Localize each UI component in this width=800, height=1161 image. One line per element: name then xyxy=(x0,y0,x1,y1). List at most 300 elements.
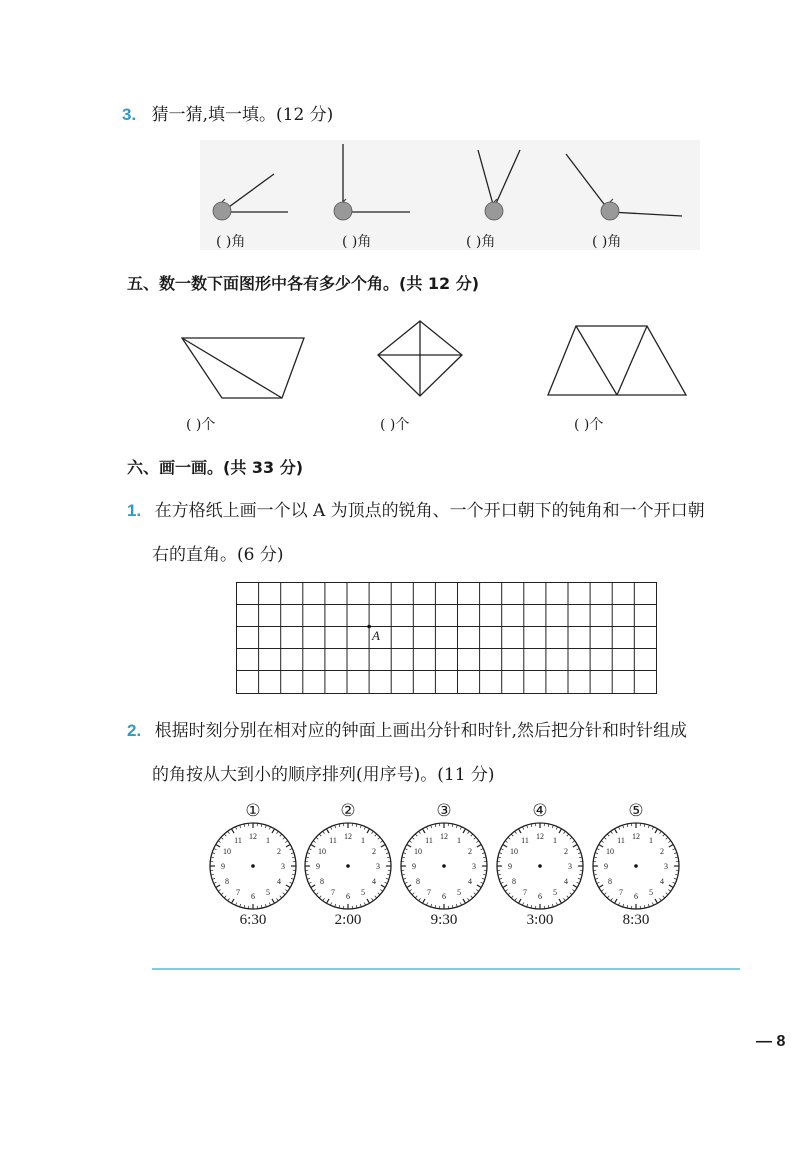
clock-tick xyxy=(594,874,597,875)
clock-tick xyxy=(386,853,389,854)
clock-tick xyxy=(471,896,473,898)
clock-tick xyxy=(552,904,553,907)
clock-tick xyxy=(515,831,517,833)
clock-dial-number: 6 xyxy=(442,892,446,901)
clock-tick xyxy=(463,829,466,833)
clock-dial-number: 10 xyxy=(510,847,519,856)
clock-tick xyxy=(477,845,481,848)
clock-center-dot xyxy=(442,864,446,868)
clock-5-time: 8:30 xyxy=(622,912,650,928)
clock-tick xyxy=(423,829,426,833)
clock-tick xyxy=(477,885,481,888)
clock-dial-number: 12 xyxy=(632,832,640,841)
clock-ring xyxy=(593,823,679,909)
clock-tick xyxy=(499,853,502,854)
clock-tick xyxy=(316,893,318,895)
clock-tick xyxy=(283,893,285,895)
clock-dial-number: 1 xyxy=(361,836,365,846)
clock-dial-number: 10 xyxy=(318,847,327,856)
clock-tick xyxy=(378,837,380,839)
clock-tick xyxy=(570,837,572,839)
clock-tick xyxy=(277,898,279,900)
clock-tick xyxy=(240,904,241,907)
clock-center-dot xyxy=(634,864,638,868)
clock-tick xyxy=(511,834,513,836)
clock-dial-number: 5 xyxy=(361,887,365,897)
clock-tick xyxy=(615,829,618,833)
clock-dial-number: 12 xyxy=(440,832,448,841)
clock-tick xyxy=(548,824,549,827)
clock-tick xyxy=(327,899,330,903)
clock-tick xyxy=(407,885,411,888)
clock-tick xyxy=(269,903,270,906)
clock-tick xyxy=(232,829,235,833)
clock-tick xyxy=(523,827,524,830)
section6-title: 六、画一画。(共 33 分) xyxy=(127,458,304,477)
clock-tick xyxy=(283,837,285,839)
clock-tick xyxy=(378,893,380,895)
clock-tick xyxy=(319,896,321,898)
clock-dial-number: 11 xyxy=(234,836,242,846)
clock-3-number: ③ xyxy=(436,801,452,821)
s6-q1-line1 xyxy=(127,496,705,521)
clock-dial-number: 4 xyxy=(371,877,376,886)
clock-dial-number: 2 xyxy=(276,847,281,856)
clock-tick xyxy=(531,824,532,827)
clock-tick xyxy=(619,903,620,906)
clock-tick xyxy=(364,827,365,830)
clock-tick xyxy=(595,853,598,854)
clock-tick xyxy=(423,899,426,903)
clock-tick xyxy=(499,878,502,879)
clock-tick xyxy=(655,829,658,833)
page-number: — 8 xyxy=(756,1033,786,1050)
clock-tick xyxy=(240,825,241,828)
clock-tick xyxy=(403,853,406,854)
clock-tick xyxy=(508,837,510,839)
clock-tick xyxy=(216,885,220,888)
clock-dial-number: 3 xyxy=(281,862,285,871)
clock-tick xyxy=(291,878,294,879)
clock-dial-number: 3 xyxy=(664,862,668,871)
clock-tick xyxy=(261,905,262,908)
clock-tick xyxy=(212,853,215,854)
clock-dial-number: 5 xyxy=(457,887,461,897)
clock-tick xyxy=(356,824,357,827)
clock-tick xyxy=(674,878,677,879)
clock-dial-number: 12 xyxy=(344,832,352,841)
clock-tick xyxy=(381,845,385,848)
clock-tick xyxy=(594,857,597,858)
clock-tick xyxy=(573,885,577,888)
clock-tick xyxy=(372,831,374,833)
clock-tick xyxy=(595,878,598,879)
clock-tick xyxy=(214,849,217,850)
clock-tick xyxy=(280,834,282,836)
q3-blank-3[interactable]: ( )角 xyxy=(466,234,496,250)
clock-tick xyxy=(556,827,557,830)
clock-tick xyxy=(597,849,600,850)
clock-tick xyxy=(548,905,549,908)
section5-blank-3[interactable]: ( )个 xyxy=(574,417,604,433)
clock-tick xyxy=(214,882,217,883)
clock-tick xyxy=(387,874,390,875)
clock-dial-number: 7 xyxy=(331,887,335,897)
clock-dial-number: 5 xyxy=(553,887,557,897)
clock-center-dot xyxy=(251,864,255,868)
q3-blank-4[interactable]: ( )角 xyxy=(592,234,622,250)
clock-dial-number: 6 xyxy=(346,892,350,901)
clock-tick xyxy=(468,831,470,833)
clock-tick xyxy=(272,829,275,833)
clock-tick xyxy=(669,845,673,848)
clock-tick xyxy=(272,899,275,903)
clock-dial-number: 3 xyxy=(568,862,572,871)
clock-tick xyxy=(364,903,365,906)
clock-tick xyxy=(244,905,245,908)
clock-tick xyxy=(385,849,388,850)
clock-face-5[interactable] xyxy=(588,818,684,914)
clock-dial-number: 4 xyxy=(563,877,568,886)
clock-tick xyxy=(644,824,645,827)
q3-blank-1[interactable]: ( )角 xyxy=(216,234,246,250)
clock-tick xyxy=(456,904,457,907)
clock-tick xyxy=(405,849,408,850)
clock-5-number: ⑤ xyxy=(628,801,644,821)
q3-number: 3. xyxy=(122,105,137,124)
clock-tick xyxy=(673,882,676,883)
clock-tick xyxy=(290,882,293,883)
clock-tick xyxy=(387,857,390,858)
clock-tick xyxy=(483,857,486,858)
clock-tick xyxy=(216,845,220,848)
clock-tick xyxy=(604,837,606,839)
clock-tick xyxy=(567,896,569,898)
clock-tick xyxy=(623,825,624,828)
clock-tick xyxy=(611,898,613,900)
q3-angle-figures xyxy=(200,140,700,250)
clock-tick xyxy=(577,882,580,883)
clock-tick xyxy=(218,841,220,843)
clock-tick xyxy=(652,827,653,830)
clock-tick xyxy=(564,898,566,900)
clock-tick xyxy=(311,845,315,848)
clock-tick xyxy=(292,874,295,875)
clock-tick xyxy=(669,885,673,888)
section5-shapes xyxy=(170,320,700,405)
point-a-label: A xyxy=(372,628,380,643)
clock-dial-number: 7 xyxy=(236,887,240,897)
clock-center-dot xyxy=(538,864,542,868)
clock-tick xyxy=(313,841,315,843)
section5-title: 五、数一数下面图形中各有多少个角。(共 12 分) xyxy=(127,274,480,293)
clock-tick xyxy=(501,849,504,850)
clock-tick xyxy=(427,827,428,830)
clock-tick xyxy=(675,857,678,858)
clock-dial-number: 9 xyxy=(508,862,512,871)
clock-dial-number: 11 xyxy=(617,836,625,846)
clock-tick xyxy=(306,874,309,875)
clock-4-number: ④ xyxy=(532,801,548,821)
clock-tick xyxy=(218,890,220,892)
clock-tick xyxy=(339,824,340,827)
clock-tick xyxy=(572,841,574,843)
trapezoid-shape xyxy=(182,338,304,398)
clock-tick xyxy=(663,896,665,898)
clock-tick xyxy=(578,878,581,879)
clock-tick xyxy=(482,853,485,854)
clock-dial-number: 3 xyxy=(472,862,476,871)
clock-tick xyxy=(221,893,223,895)
clock-face-3[interactable] xyxy=(396,818,492,914)
clock-tick xyxy=(660,831,662,833)
clock-tick xyxy=(601,890,603,892)
clock-tick xyxy=(627,905,628,908)
clock-tick xyxy=(648,825,649,828)
clock-tick xyxy=(211,874,214,875)
clock-tick xyxy=(291,853,294,854)
q3-figure-background xyxy=(200,140,700,250)
clock-tick xyxy=(265,825,266,828)
clock-tick xyxy=(601,841,603,843)
clock-dial-number: 5 xyxy=(649,887,653,897)
clock-dial-number: 2 xyxy=(659,847,664,856)
clock-dial-number: 10 xyxy=(606,847,615,856)
clock-ring xyxy=(497,823,583,909)
clock-tick xyxy=(435,824,436,827)
clock-tick xyxy=(232,899,235,903)
clock-tick xyxy=(335,825,336,828)
clock-center-dot xyxy=(346,864,350,868)
clock-tick xyxy=(409,890,411,892)
clock-tick xyxy=(531,905,532,908)
clock-tick xyxy=(419,831,421,833)
clock-tick xyxy=(431,904,432,907)
apple-icon xyxy=(334,202,352,220)
clock-tick xyxy=(381,885,385,888)
clock-tick xyxy=(567,834,569,836)
clock-tick xyxy=(570,893,572,895)
clock-tick xyxy=(367,899,370,903)
clock-tick xyxy=(556,903,557,906)
clock-dial-number: 7 xyxy=(427,887,431,897)
clock-3-time: 9:30 xyxy=(430,912,458,928)
clock-dial-number: 8 xyxy=(225,877,230,886)
clock-dial-number: 4 xyxy=(467,877,472,886)
clock-tick xyxy=(356,905,357,908)
clock-dial-number: 12 xyxy=(249,832,257,841)
clock-tick xyxy=(292,857,295,858)
clock-dial-number: 2 xyxy=(563,847,568,856)
clock-tick xyxy=(261,824,262,827)
clock-tick xyxy=(652,903,653,906)
clock-tick xyxy=(519,829,522,833)
grid-paper[interactable] xyxy=(236,582,658,696)
point-a-dot xyxy=(367,625,371,629)
clock-tick xyxy=(307,878,310,879)
clock-tick xyxy=(579,874,582,875)
clock-tick xyxy=(673,849,676,850)
q3-heading xyxy=(122,100,333,125)
clock-tick xyxy=(403,878,406,879)
clock-1-time: 6:30 xyxy=(239,912,267,928)
clock-tick xyxy=(660,898,662,900)
clock-tick xyxy=(407,845,411,848)
clock-tick xyxy=(559,829,562,833)
clock-tick xyxy=(224,896,226,898)
clock-dial-number: 4 xyxy=(659,877,664,886)
clock-tick xyxy=(311,885,315,888)
clock-tick xyxy=(228,831,230,833)
clock-tick xyxy=(674,853,677,854)
clock-ring xyxy=(305,823,391,909)
clock-tick xyxy=(331,903,332,906)
clock-tick xyxy=(285,841,287,843)
clock-tick xyxy=(431,825,432,828)
clock-tick xyxy=(623,904,624,907)
clock-tick xyxy=(481,849,484,850)
clock-tick xyxy=(615,899,618,903)
clock-tick xyxy=(505,841,507,843)
clock-tick xyxy=(577,849,580,850)
clock-dial-number: 4 xyxy=(276,877,281,886)
clock-tick xyxy=(519,899,522,903)
clock-tick xyxy=(427,903,428,906)
clock-tick xyxy=(498,874,501,875)
clock-dial-number: 7 xyxy=(619,887,623,897)
clock-tick xyxy=(402,857,405,858)
clock-dial-number: 9 xyxy=(604,862,608,871)
clock-tick xyxy=(224,834,226,836)
clock-tick xyxy=(619,827,620,830)
clock-tick xyxy=(313,890,315,892)
clock-tick xyxy=(265,904,266,907)
clock-tick xyxy=(221,837,223,839)
clock-tick xyxy=(572,890,574,892)
clock-tick xyxy=(552,825,553,828)
clock-tick xyxy=(505,890,507,892)
clock-tick xyxy=(402,874,405,875)
clock-tick xyxy=(452,824,453,827)
s6-q1-number: 1. xyxy=(127,501,142,520)
clock-tick xyxy=(360,825,361,828)
q3-blank-2[interactable]: ( )角 xyxy=(342,234,372,250)
clock-dial-number: 10 xyxy=(414,847,423,856)
clock-tick xyxy=(412,893,414,895)
clock-tick xyxy=(419,898,421,900)
apple-icon xyxy=(601,202,619,220)
clock-tick xyxy=(627,824,628,827)
clock-tick xyxy=(644,905,645,908)
clock-tick xyxy=(386,878,389,879)
clock-tick xyxy=(668,841,670,843)
apple-icon xyxy=(485,202,503,220)
clock-tick xyxy=(375,896,377,898)
clock-tick xyxy=(476,890,478,892)
clock-dial-number: 8 xyxy=(416,877,421,886)
s6-q1-text-1: 在方格纸上画一个以 A 为顶点的锐角、一个开口朝下的钝角和一个开口朝 xyxy=(154,501,705,521)
clock-dial-number: 2 xyxy=(371,847,376,856)
clock-tick xyxy=(498,857,501,858)
s6-q2-line1 xyxy=(127,716,687,741)
clock-dial-number: 11 xyxy=(425,836,433,846)
clock-tick xyxy=(460,827,461,830)
clock-tick xyxy=(372,898,374,900)
clock-tick xyxy=(483,874,486,875)
clock-tick xyxy=(331,827,332,830)
clock-tick xyxy=(339,905,340,908)
clock-tick xyxy=(236,827,237,830)
clock-face-2[interactable] xyxy=(300,818,396,914)
clock-dial-number: 8 xyxy=(512,877,517,886)
clock-tick xyxy=(415,896,417,898)
clock-tick xyxy=(244,824,245,827)
clock-tick xyxy=(573,845,577,848)
clock-tick xyxy=(468,898,470,900)
clock-tick xyxy=(511,896,513,898)
clock-tick xyxy=(508,893,510,895)
clock-tick xyxy=(559,899,562,903)
clock-tick xyxy=(452,905,453,908)
clock-tick xyxy=(385,882,388,883)
clock-tick xyxy=(471,834,473,836)
s6-q2-text-2: 的角按从大到小的顺序排列(用序号)。(11 分) xyxy=(152,765,495,785)
clock-dial-number: 6 xyxy=(251,892,255,901)
clock-dial-number: 10 xyxy=(223,847,232,856)
s6-q1-text-2: 右的直角。(6 分) xyxy=(152,545,284,565)
clock-tick xyxy=(367,829,370,833)
section5-blank-1[interactable]: ( )个 xyxy=(186,417,216,433)
clock-tick xyxy=(668,890,670,892)
clock-tick xyxy=(476,841,478,843)
clock-tick xyxy=(527,825,528,828)
clock-dial-number: 1 xyxy=(649,836,653,846)
clock-2-time: 2:00 xyxy=(334,912,362,928)
triangles-shape xyxy=(548,326,686,395)
clock-tick xyxy=(307,853,310,854)
clock-tick xyxy=(319,834,321,836)
clock-tick xyxy=(579,857,582,858)
clock-2-number: ② xyxy=(340,801,356,821)
s6-q2-number: 2. xyxy=(127,721,142,740)
clock-tick xyxy=(211,857,214,858)
clock-dial-number: 7 xyxy=(523,887,527,897)
clock-face-4[interactable] xyxy=(492,818,588,914)
clock-dial-number: 8 xyxy=(608,877,613,886)
clock-tick xyxy=(309,849,312,850)
clock-dial-number: 8 xyxy=(320,877,325,886)
clock-tick xyxy=(435,905,436,908)
clock-tick xyxy=(523,903,524,906)
clock-dial-number: 3 xyxy=(376,862,380,871)
clock-tick xyxy=(611,831,613,833)
clock-tick xyxy=(269,827,270,830)
clock-tick xyxy=(460,903,461,906)
clock-tick xyxy=(323,898,325,900)
section5-blank-2[interactable]: ( )个 xyxy=(380,417,410,433)
clock-tick xyxy=(286,885,290,888)
clock-tick xyxy=(666,837,668,839)
clock-tick xyxy=(290,849,293,850)
clock-tick xyxy=(503,845,507,848)
clock-tick xyxy=(405,882,408,883)
clock-tick xyxy=(280,896,282,898)
clock-face-1[interactable] xyxy=(205,818,301,914)
footer-rule xyxy=(152,968,740,970)
clock-tick xyxy=(481,882,484,883)
clock-dial-number: 11 xyxy=(521,836,529,846)
clock-tick xyxy=(578,853,581,854)
